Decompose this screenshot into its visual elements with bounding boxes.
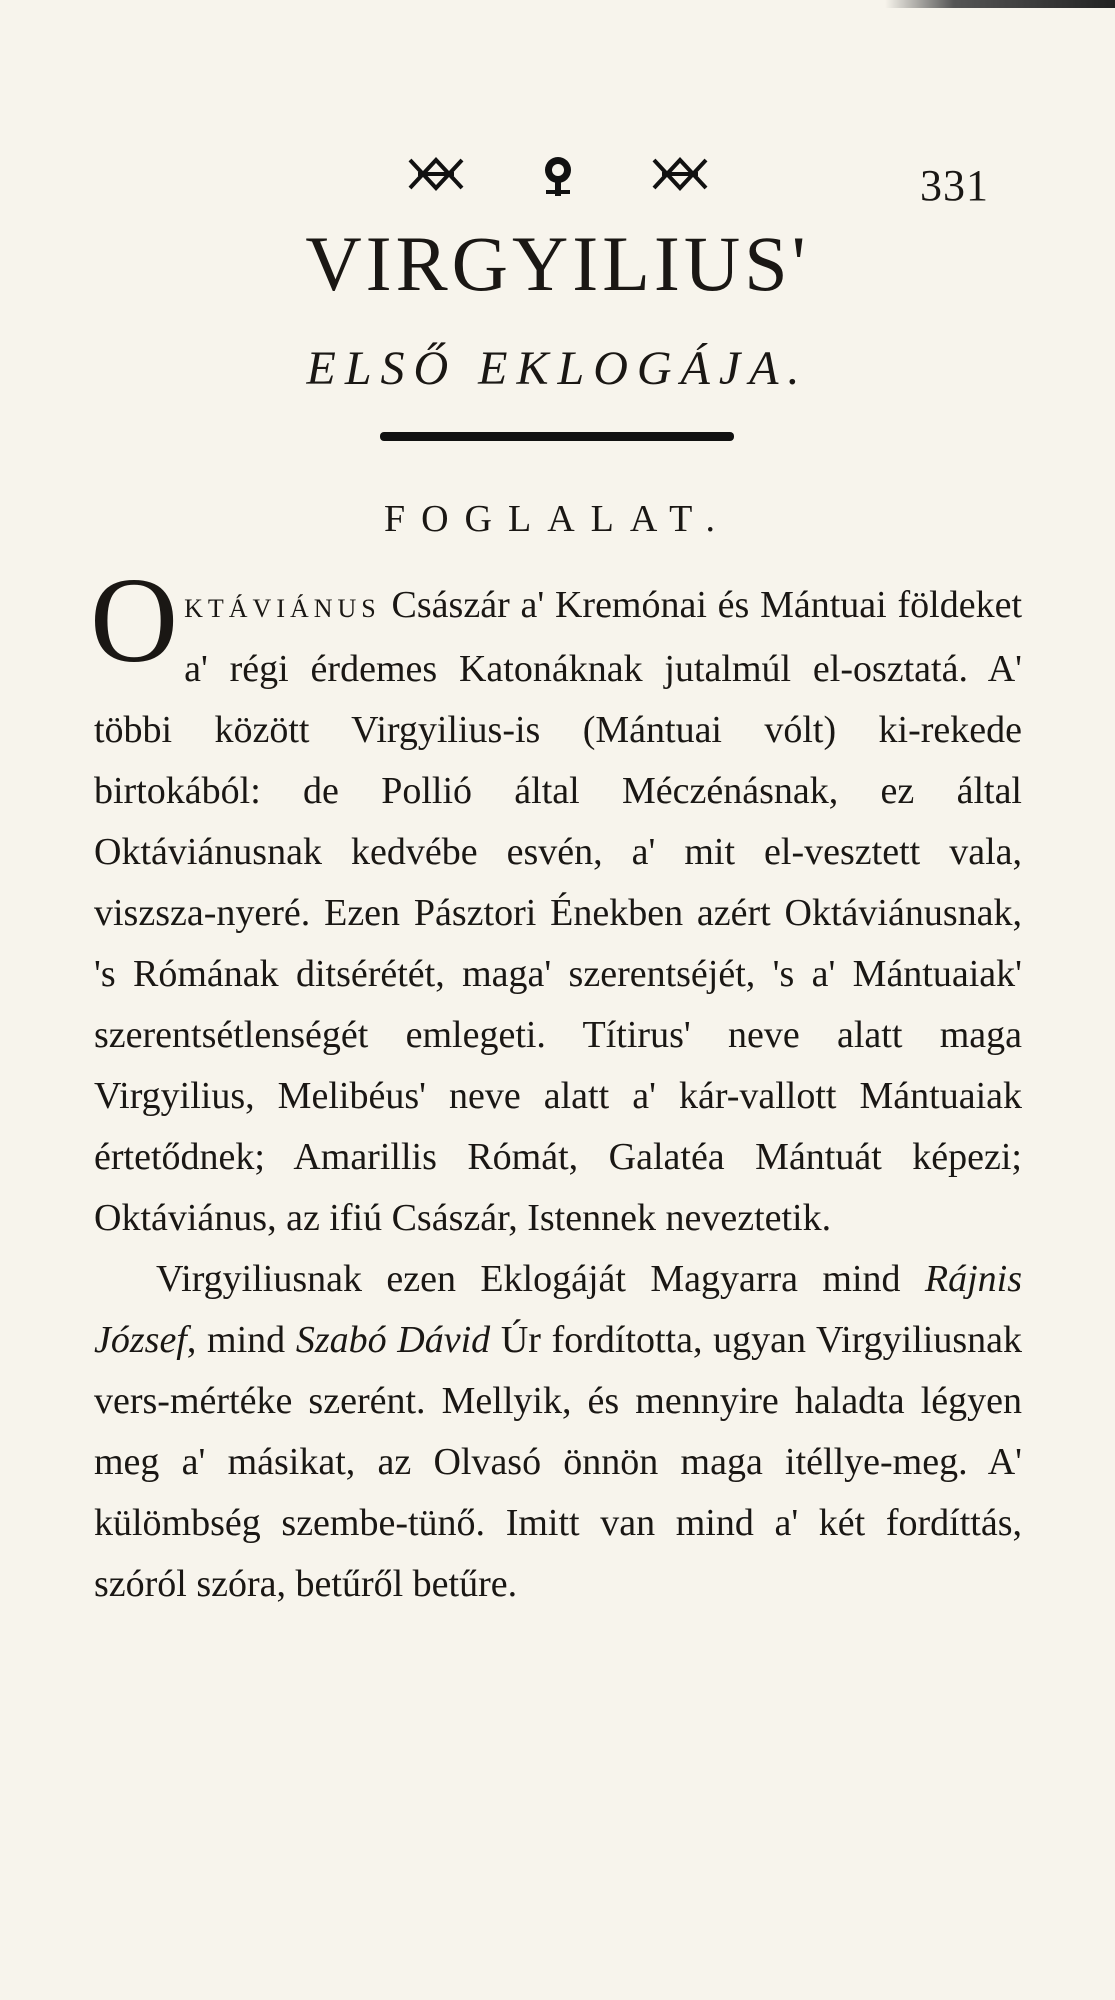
page-title: VIRGYILIUS' xyxy=(305,220,810,307)
ornament-right-icon xyxy=(648,150,712,198)
translator-name-2: Szabó Dávid xyxy=(295,1319,491,1361)
drop-cap: O xyxy=(90,553,179,688)
ornament-left-icon xyxy=(404,150,468,198)
page-edge-shadow xyxy=(885,0,1115,8)
paragraph-translators-text-b: , mind xyxy=(186,1319,296,1361)
paragraph-summary xyxy=(90,553,1022,1249)
page-number: 331 xyxy=(920,161,989,210)
page-subtitle: ELSŐ EKLOGÁJA. xyxy=(306,342,809,395)
translator-name-1: Rájnis József xyxy=(94,1258,1022,1361)
section-heading: FOGLALAT. xyxy=(383,498,731,540)
divider-rule xyxy=(380,432,734,441)
paragraph-translators-text-c: Úr fordította, ugyan Virgyiliusnak vers-mértéke szerént. Mellyik, és mennyire haladta légyen meg a' másikat, az Olvasó önnön maga itéllye-meg. A' külömbség szembe-tünő. Imitt van mind a' két fordíttás, szóról szóra, betűről betűre. xyxy=(94,1319,1023,1605)
paragraph-translators-text-a: Virgyiliusnak ezen Eklogáját Magyarra mind xyxy=(156,1258,925,1300)
body-text xyxy=(90,553,1023,1615)
paragraph-summary-text: Császár a' Kremónai és Mántuai földeket a' régi érdemes Katonáknak jutalmúl el-osztatá. A' többi között Virgyilius-is (Mántuai vólt) ki-rekede birtokából: de Pollió által Méczénásnak, ez által Oktáviánusnak kedvébe esvén, a' mit el-vesztett vala, viszsza-nyeré. Ezen Pásztori Énekben azért Oktáviánusnak, 's Rómának ditsérétét, maga' szerentséjét, 's a' Mántuaiak' szerentsétlenségét emlegeti. Títirus' neve alatt maga Virgyilius, Melibéus' neve alatt a' kár-vallott Mántuaiak értetődnek; Amarillis Rómát, Galatéa Mántuát képezi; Oktáviánus, az ifiú Császár, Istennek neveztetik. xyxy=(94,584,1022,1239)
paragraph-translators xyxy=(94,1249,1022,1615)
ornament-center-icon xyxy=(526,150,590,198)
small-caps-name: KTÁVIÁNUS xyxy=(184,594,381,623)
